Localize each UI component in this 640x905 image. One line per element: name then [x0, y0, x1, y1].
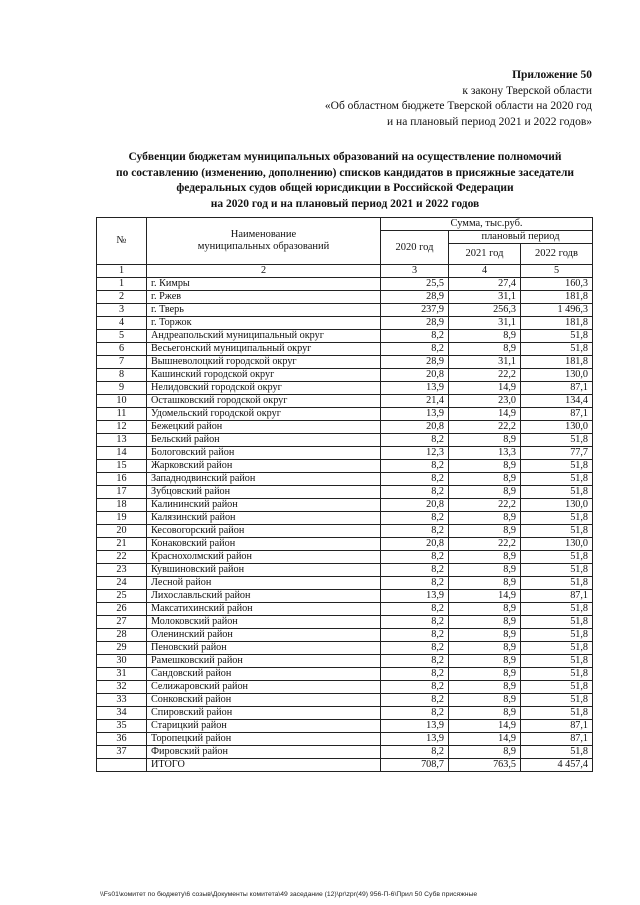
- municipality-name: Западнодвинский район: [147, 473, 381, 486]
- table-row: [97, 382, 593, 395]
- value-2020: 28,9: [381, 356, 449, 369]
- header-name-line: муниципальных образований: [197, 241, 330, 252]
- value-2020: 8,2: [381, 564, 449, 577]
- municipality-name: Сандовский район: [147, 668, 381, 681]
- row-number: 4: [97, 317, 147, 330]
- value-2022: 134,4: [521, 395, 593, 408]
- value-2022: 51,8: [521, 434, 593, 447]
- value-2022: 51,8: [521, 746, 593, 759]
- value-2020: 8,2: [381, 473, 449, 486]
- table-row: [97, 499, 593, 512]
- value-2020: 21,4: [381, 395, 449, 408]
- value-2021: 8,9: [449, 616, 521, 629]
- table-row: [97, 720, 593, 733]
- value-2020: 8,2: [381, 603, 449, 616]
- table-row: [97, 551, 593, 564]
- municipality-name: Кесовогорский район: [147, 525, 381, 538]
- value-2020: 8,2: [381, 694, 449, 707]
- value-2021: 22,2: [449, 369, 521, 382]
- table-row: [97, 681, 593, 694]
- row-number: 12: [97, 421, 147, 434]
- column-number-cell: 4: [449, 265, 521, 278]
- table-row: [97, 408, 593, 421]
- row-number: 14: [97, 447, 147, 460]
- value-2020: 13,9: [381, 382, 449, 395]
- header-sum: Сумма, тыс.руб.: [381, 218, 593, 231]
- table-row: [97, 330, 593, 343]
- value-2022: 51,8: [521, 681, 593, 694]
- header-2021: 2021 год: [449, 244, 521, 265]
- row-number: 2: [97, 291, 147, 304]
- subvention-table: [96, 217, 593, 772]
- table-row: [97, 733, 593, 746]
- value-2022: 51,8: [521, 655, 593, 668]
- value-2022: 77,7: [521, 447, 593, 460]
- municipality-name: Пеновский район: [147, 642, 381, 655]
- value-2021: 8,9: [449, 707, 521, 720]
- municipality-name: Торопецкий район: [147, 733, 381, 746]
- table-row: [97, 707, 593, 720]
- value-2021: 8,9: [449, 564, 521, 577]
- row-number: 17: [97, 486, 147, 499]
- row-number: 24: [97, 577, 147, 590]
- table-row: [97, 668, 593, 681]
- row-number: 29: [97, 642, 147, 655]
- value-2022: 181,8: [521, 317, 593, 330]
- row-number: 31: [97, 668, 147, 681]
- municipality-name: Жарковский район: [147, 460, 381, 473]
- appendix-number: Приложение 50: [512, 69, 592, 81]
- total-row: [97, 759, 593, 772]
- value-2020: 13,9: [381, 590, 449, 603]
- title-line: Субвенции бюджетам муниципальных образований на осуществление полномочий: [128, 151, 562, 163]
- value-2020: 8,2: [381, 681, 449, 694]
- row-number: 21: [97, 538, 147, 551]
- value-2021: 8,9: [449, 512, 521, 525]
- value-2022: 51,8: [521, 330, 593, 343]
- municipality-name: Нелидовский городской округ: [147, 382, 381, 395]
- municipality-name: Оленинский район: [147, 629, 381, 642]
- value-2020: 8,2: [381, 577, 449, 590]
- value-2021: 8,9: [449, 330, 521, 343]
- value-2022: 181,8: [521, 356, 593, 369]
- value-2021: 14,9: [449, 408, 521, 421]
- row-number: 20: [97, 525, 147, 538]
- value-2021: 27,4: [449, 278, 521, 291]
- value-2020: 12,3: [381, 447, 449, 460]
- value-2021: 31,1: [449, 317, 521, 330]
- document-title: [95, 150, 595, 212]
- municipality-name: Фировский район: [147, 746, 381, 759]
- table-row: [97, 460, 593, 473]
- value-2020: 8,2: [381, 707, 449, 720]
- value-2021: 8,9: [449, 655, 521, 668]
- value-2022: 51,8: [521, 694, 593, 707]
- value-2021: 23,0: [449, 395, 521, 408]
- table-row: [97, 473, 593, 486]
- municipality-name: Кашинский городской округ: [147, 369, 381, 382]
- table-row: [97, 655, 593, 668]
- value-2020: 8,2: [381, 655, 449, 668]
- table-row: [97, 278, 593, 291]
- value-2020: 8,2: [381, 525, 449, 538]
- table-row: [97, 525, 593, 538]
- value-2020: 8,2: [381, 642, 449, 655]
- value-2020: 237,9: [381, 304, 449, 317]
- value-2020: 28,9: [381, 317, 449, 330]
- row-number: 6: [97, 343, 147, 356]
- value-2020: 13,9: [381, 720, 449, 733]
- row-number: 23: [97, 564, 147, 577]
- value-2020: 13,9: [381, 408, 449, 421]
- value-2020: 8,2: [381, 616, 449, 629]
- value-2020: 8,2: [381, 629, 449, 642]
- value-2021: 8,9: [449, 694, 521, 707]
- municipality-name: Весьегонский муниципальный округ: [147, 343, 381, 356]
- total-label: ИТОГО: [147, 759, 381, 772]
- municipality-name: Сонковский район: [147, 694, 381, 707]
- value-2020: 25,5: [381, 278, 449, 291]
- row-number: 9: [97, 382, 147, 395]
- table-row: [97, 538, 593, 551]
- value-2021: 8,9: [449, 434, 521, 447]
- value-2021: 8,9: [449, 603, 521, 616]
- value-2022: 51,8: [521, 564, 593, 577]
- value-2022: 51,8: [521, 525, 593, 538]
- value-2021: 22,2: [449, 499, 521, 512]
- municipality-name: Селижаровский район: [147, 681, 381, 694]
- row-number: 1: [97, 278, 147, 291]
- municipality-name: г. Торжок: [147, 317, 381, 330]
- value-2021: 22,2: [449, 538, 521, 551]
- municipality-name: г. Ржев: [147, 291, 381, 304]
- municipality-name: Конаковский район: [147, 538, 381, 551]
- row-number: 18: [97, 499, 147, 512]
- title-line: на 2020 год и на плановый период 2021 и 2022 годов: [210, 197, 480, 210]
- value-2021: 14,9: [449, 720, 521, 733]
- value-2021: 31,1: [449, 356, 521, 369]
- header-number: №: [97, 218, 147, 265]
- row-number: 37: [97, 746, 147, 759]
- value-2020: 8,2: [381, 668, 449, 681]
- table-row: [97, 603, 593, 616]
- value-2022: 51,8: [521, 603, 593, 616]
- value-2020: 8,2: [381, 460, 449, 473]
- row-number: 32: [97, 681, 147, 694]
- value-2022: 51,8: [521, 577, 593, 590]
- municipality-name: Молоковский район: [147, 616, 381, 629]
- table-row: [97, 746, 593, 759]
- row-number: 33: [97, 694, 147, 707]
- value-2020: 20,8: [381, 538, 449, 551]
- municipality-name: Бежецкий район: [147, 421, 381, 434]
- column-number-cell: 5: [521, 265, 593, 278]
- value-2022: 51,8: [521, 668, 593, 681]
- table-row: [97, 616, 593, 629]
- row-number: 10: [97, 395, 147, 408]
- column-number-cell: 3: [381, 265, 449, 278]
- value-2022: 130,0: [521, 421, 593, 434]
- table-row: [97, 317, 593, 330]
- municipality-name: г. Кимры: [147, 278, 381, 291]
- total-number-cell: [97, 759, 147, 772]
- value-2020: 8,2: [381, 330, 449, 343]
- row-number: 27: [97, 616, 147, 629]
- row-number: 15: [97, 460, 147, 473]
- municipality-name: Бельский район: [147, 434, 381, 447]
- value-2022: 181,8: [521, 291, 593, 304]
- column-number-cell: 1: [97, 265, 147, 278]
- table-row: [97, 590, 593, 603]
- row-number: 5: [97, 330, 147, 343]
- title-line: федеральных судов общей юрисдикции в Российской Федерации: [176, 182, 514, 194]
- row-number: 13: [97, 434, 147, 447]
- municipality-name: Лихославльский район: [147, 590, 381, 603]
- value-2022: 51,8: [521, 486, 593, 499]
- value-2022: 87,1: [521, 408, 593, 421]
- value-2021: 8,9: [449, 668, 521, 681]
- value-2021: 8,9: [449, 746, 521, 759]
- value-2022: 130,0: [521, 538, 593, 551]
- municipality-name: Калининский район: [147, 499, 381, 512]
- value-2020: 8,2: [381, 512, 449, 525]
- value-2022: 130,0: [521, 499, 593, 512]
- value-2021: 8,9: [449, 473, 521, 486]
- value-2020: 20,8: [381, 499, 449, 512]
- value-2022: 51,8: [521, 512, 593, 525]
- table-row: [97, 356, 593, 369]
- row-number: 35: [97, 720, 147, 733]
- total-2022: 4 457,4: [521, 759, 593, 772]
- municipality-name: Калязинский район: [147, 512, 381, 525]
- value-2020: 8,2: [381, 486, 449, 499]
- value-2022: 51,8: [521, 629, 593, 642]
- header-name: [147, 218, 381, 265]
- value-2021: 8,9: [449, 629, 521, 642]
- table-row: [97, 577, 593, 590]
- value-2021: 8,9: [449, 681, 521, 694]
- table-row: [97, 564, 593, 577]
- row-number: 8: [97, 369, 147, 382]
- row-number: 26: [97, 603, 147, 616]
- row-number: 34: [97, 707, 147, 720]
- column-number-cell: 2: [147, 265, 381, 278]
- total-2021: 763,5: [449, 759, 521, 772]
- row-number: 36: [97, 733, 147, 746]
- value-2021: 8,9: [449, 642, 521, 655]
- table-row: [97, 512, 593, 525]
- value-2020: 13,9: [381, 733, 449, 746]
- value-2020: 28,9: [381, 291, 449, 304]
- file-path-footer: \\Fs01\комитет по бюджету\6 созыв\Документы комитета\49 заседание (12)\pr\zpr(49) 956-П-6\Прил 50 Субв присяжные: [100, 891, 478, 898]
- value-2021: 31,1: [449, 291, 521, 304]
- value-2020: 20,8: [381, 369, 449, 382]
- value-2022: 1 496,3: [521, 304, 593, 317]
- table-row: [97, 369, 593, 382]
- municipality-name: Бологовский район: [147, 447, 381, 460]
- header-2022: 2022 годв: [521, 244, 593, 265]
- table-row: [97, 629, 593, 642]
- value-2021: 13,3: [449, 447, 521, 460]
- value-2021: 8,9: [449, 551, 521, 564]
- row-number: 28: [97, 629, 147, 642]
- row-number: 19: [97, 512, 147, 525]
- value-2021: 8,9: [449, 486, 521, 499]
- table-row: [97, 304, 593, 317]
- appendix-law-title: «Об областном бюджете Тверской области на 2020 год: [324, 100, 592, 112]
- value-2021: 8,9: [449, 525, 521, 538]
- value-2021: 14,9: [449, 733, 521, 746]
- row-number: 25: [97, 590, 147, 603]
- value-2021: 8,9: [449, 343, 521, 356]
- value-2022: 51,8: [521, 473, 593, 486]
- value-2022: 51,8: [521, 707, 593, 720]
- municipality-name: Краснохолмский район: [147, 551, 381, 564]
- appendix-law-title-cont: и на плановый период 2021 и 2022 годов»: [387, 115, 592, 128]
- table-row: [97, 694, 593, 707]
- municipality-name: Старицкий район: [147, 720, 381, 733]
- value-2021: 22,2: [449, 421, 521, 434]
- row-number: 11: [97, 408, 147, 421]
- value-2022: 51,8: [521, 642, 593, 655]
- municipality-name: Максатихинский район: [147, 603, 381, 616]
- value-2020: 8,2: [381, 434, 449, 447]
- value-2021: 14,9: [449, 590, 521, 603]
- value-2022: 51,8: [521, 460, 593, 473]
- row-number: 16: [97, 473, 147, 486]
- value-2020: 8,2: [381, 746, 449, 759]
- value-2021: 8,9: [449, 460, 521, 473]
- municipality-name: Лесной район: [147, 577, 381, 590]
- row-number: 7: [97, 356, 147, 369]
- title-line: по составлению (изменению, дополнению) списков кандидатов в присяжные заседатели: [115, 166, 575, 179]
- header-2020: 2020 год: [381, 231, 449, 265]
- table-row: [97, 421, 593, 434]
- row-number: 30: [97, 655, 147, 668]
- value-2021: 8,9: [449, 577, 521, 590]
- value-2021: 14,9: [449, 382, 521, 395]
- municipality-name: Удомельский городской округ: [147, 408, 381, 421]
- municipality-name: Вышневолоцкий городской округ: [147, 356, 381, 369]
- value-2022: 160,3: [521, 278, 593, 291]
- value-2022: 51,8: [521, 616, 593, 629]
- table-row: [97, 343, 593, 356]
- table-row: [97, 434, 593, 447]
- value-2020: 20,8: [381, 421, 449, 434]
- value-2022: 87,1: [521, 590, 593, 603]
- municipality-name: Андреапольский муниципальный округ: [147, 330, 381, 343]
- value-2022: 51,8: [521, 343, 593, 356]
- value-2022: 87,1: [521, 733, 593, 746]
- municipality-name: Кувшиновский район: [147, 564, 381, 577]
- value-2020: 8,2: [381, 551, 449, 564]
- total-2020: 708,7: [381, 759, 449, 772]
- table-row: [97, 395, 593, 408]
- value-2022: 87,1: [521, 720, 593, 733]
- municipality-name: Зубцовский район: [147, 486, 381, 499]
- appendix-law-ref: к закону Тверской области: [462, 84, 592, 97]
- table-row: [97, 291, 593, 304]
- table-row: [97, 447, 593, 460]
- municipality-name: Осташковский городской округ: [147, 395, 381, 408]
- value-2022: 130,0: [521, 369, 593, 382]
- value-2020: 8,2: [381, 343, 449, 356]
- appendix-header: [232, 68, 592, 130]
- table-row: [97, 642, 593, 655]
- value-2022: 51,8: [521, 551, 593, 564]
- table-row: [97, 486, 593, 499]
- row-number: 22: [97, 551, 147, 564]
- header-name-line: Наименование: [230, 229, 297, 240]
- municipality-name: Рамешковский район: [147, 655, 381, 668]
- municipality-name: г. Тверь: [147, 304, 381, 317]
- value-2021: 256,3: [449, 304, 521, 317]
- municipality-name: Спировский район: [147, 707, 381, 720]
- value-2022: 87,1: [521, 382, 593, 395]
- row-number: 3: [97, 304, 147, 317]
- header-planned-period: плановый период: [449, 231, 593, 244]
